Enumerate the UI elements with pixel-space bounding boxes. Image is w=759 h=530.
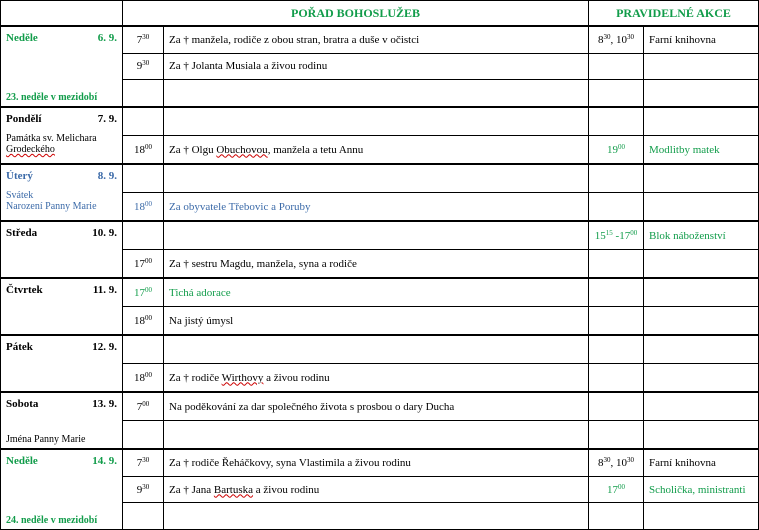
activity-time <box>589 53 644 80</box>
service-intention <box>164 421 589 450</box>
activity-time <box>589 335 644 364</box>
service-time: $18^{00}$ <box>123 307 164 336</box>
day-cell <box>1 26 123 107</box>
schedule-row <box>1 164 759 193</box>
day-name: Pátek <box>6 341 33 353</box>
service-intention: Na poděkování za dar společného života s prosbou o dary Ducha <box>164 392 589 421</box>
service-intention <box>164 221 589 250</box>
service-time: $17^{00}$ <box>123 250 164 279</box>
activity-time: $8^{30}$, $10^{30}$ <box>589 449 644 476</box>
activity-time <box>589 193 644 222</box>
activity-label <box>644 53 759 80</box>
day-cell <box>1 449 123 530</box>
activity-time <box>589 364 644 393</box>
service-time: $7^{30}$ <box>123 449 164 476</box>
service-intention: Za † rodiče Řeháčkovy, syna Vlastimila a živou rodinu <box>164 449 589 476</box>
activity-time: $15^{15}$ $-17^{00}$ <box>589 221 644 250</box>
day-date: 7. 9. <box>97 113 117 125</box>
schedule-row <box>1 449 759 476</box>
service-intention <box>164 107 589 136</box>
service-time <box>123 164 164 193</box>
service-time: $18^{00}$ <box>123 364 164 393</box>
activity-time <box>589 307 644 336</box>
activity-label <box>644 250 759 279</box>
activity-time <box>589 421 644 450</box>
day-name: Čtvrtek <box>6 284 43 296</box>
service-intention <box>164 164 589 193</box>
day-date: 8. 9. <box>97 170 117 182</box>
activity-time <box>589 80 644 107</box>
day-name: Neděle <box>6 455 38 467</box>
day-note: Svátek Narození Panny Marie <box>6 190 97 212</box>
service-intention: Za † Olgu Obuchovou, manžela a tetu Annu <box>164 136 589 165</box>
day-date: 6. 9. <box>97 32 117 44</box>
activity-time <box>589 107 644 136</box>
activity-label <box>644 503 759 530</box>
activity-label <box>644 80 759 107</box>
schedule-row <box>1 107 759 136</box>
day-note: Jména Panny Marie <box>6 434 86 445</box>
services-header: POŘAD BOHOSLUŽEB <box>123 1 589 27</box>
activity-label <box>644 392 759 421</box>
activity-time: $19^{00}$ <box>589 136 644 165</box>
day-name: Pondělí <box>6 113 42 125</box>
activity-label: Farní knihovna <box>644 449 759 476</box>
activity-label: Scholička, ministranti <box>644 476 759 503</box>
service-intention <box>164 80 589 107</box>
service-intention: Tichá adorace <box>164 278 589 307</box>
activity-label <box>644 107 759 136</box>
service-time: $17^{00}$ <box>123 278 164 307</box>
service-time: $7^{30}$ <box>123 26 164 53</box>
day-name: Neděle <box>6 32 38 44</box>
header-row <box>1 1 759 27</box>
service-time <box>123 335 164 364</box>
schedule-row <box>1 221 759 250</box>
activity-label <box>644 421 759 450</box>
day-date: 10. 9. <box>92 227 117 239</box>
service-time: $7^{00}$ <box>123 392 164 421</box>
activity-time: $17^{00}$ <box>589 476 644 503</box>
activity-label <box>644 164 759 193</box>
service-time <box>123 107 164 136</box>
activities-header: PRAVIDELNÉ AKCE <box>589 1 759 27</box>
day-name: Středa <box>6 227 38 239</box>
schedule-row <box>1 26 759 53</box>
service-time <box>123 80 164 107</box>
schedule-row <box>1 392 759 421</box>
service-time: $9^{30}$ <box>123 476 164 503</box>
activity-time <box>589 250 644 279</box>
day-note: 23. neděle v mezidobí <box>6 92 98 103</box>
day-name: Úterý <box>6 170 33 182</box>
service-time: $18^{00}$ <box>123 193 164 222</box>
service-intention: Za † rodiče Wirthovy a živou rodinu <box>164 364 589 393</box>
schedule-row <box>1 335 759 364</box>
activity-time <box>589 278 644 307</box>
day-cell <box>1 335 123 392</box>
day-cell <box>1 164 123 221</box>
service-intention <box>164 335 589 364</box>
day-cell <box>1 278 123 335</box>
service-intention: Na jistý úmysl <box>164 307 589 336</box>
activity-time <box>589 164 644 193</box>
activity-label: Modlitby matek <box>644 136 759 165</box>
activity-label <box>644 193 759 222</box>
activity-label: Farní knihovna <box>644 26 759 53</box>
day-name: Sobota <box>6 398 39 410</box>
day-date: 12. 9. <box>92 341 117 353</box>
day-date: 11. 9. <box>92 284 117 296</box>
service-time <box>123 503 164 530</box>
service-time: $18^{00}$ <box>123 136 164 165</box>
service-intention: Za † sestru Magdu, manžela, syna a rodiče <box>164 250 589 279</box>
schedule-row <box>1 278 759 307</box>
day-cell <box>1 107 123 164</box>
service-intention: Za † Jana Bartuska a živou rodinu <box>164 476 589 503</box>
service-intention: Za † Jolanta Musiala a živou rodinu <box>164 53 589 80</box>
activity-label <box>644 335 759 364</box>
day-note: 24. neděle v mezidobí <box>6 515 98 526</box>
activity-time: $8^{30}$, $10^{30}$ <box>589 26 644 53</box>
day-note: Památka sv. Melichara Grodeckého <box>6 133 97 155</box>
service-time <box>123 421 164 450</box>
header-empty-cell <box>1 1 123 27</box>
service-time <box>123 221 164 250</box>
service-intention: Za obyvatele Třebovic a Poruby <box>164 193 589 222</box>
day-date: 13. 9. <box>92 398 117 410</box>
service-time: $9^{30}$ <box>123 53 164 80</box>
day-date: 14. 9. <box>92 455 117 467</box>
activity-label <box>644 364 759 393</box>
service-intention <box>164 503 589 530</box>
activity-label <box>644 307 759 336</box>
activity-time <box>589 503 644 530</box>
day-cell <box>1 221 123 278</box>
activity-time <box>589 392 644 421</box>
activity-label: Blok náboženství <box>644 221 759 250</box>
service-intention: Za † manžela, rodiče z obou stran, bratra a duše v očistci <box>164 26 589 53</box>
day-cell <box>1 392 123 449</box>
activity-label <box>644 278 759 307</box>
